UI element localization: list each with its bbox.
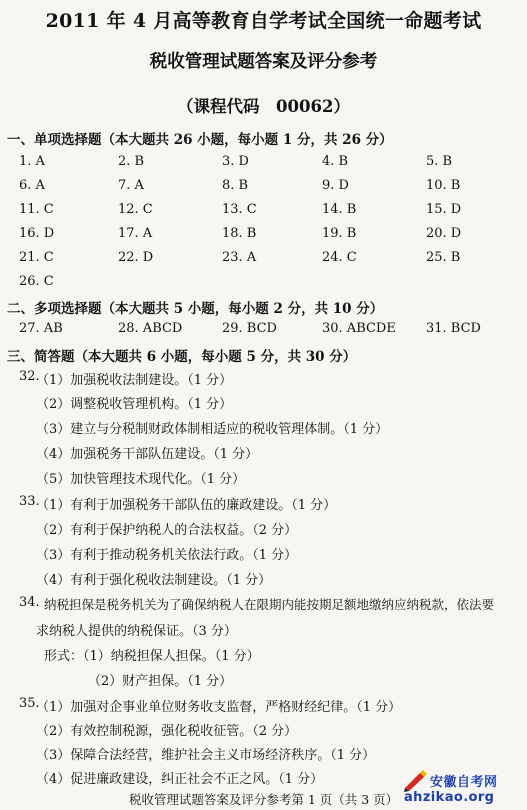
- answer-point: （2）调整税收管理机构。（1 分）: [36, 397, 233, 412]
- section-1-title: 一、单项选择题（本大题共 26 小题，每小题 1 分，共 26 分）: [7, 132, 393, 148]
- answer-text: 形式：（1）纳税担保人担保。（1 分）: [44, 649, 260, 664]
- document-title: 税收管理试题答案及评分参考: [149, 52, 378, 72]
- answer-point: （2）有利于保护纳税人的合法权益。（2 分）: [36, 523, 298, 538]
- pen-logo-icon: [402, 770, 428, 792]
- question-number: 33.: [19, 494, 40, 509]
- answer-cell: 26. C: [19, 274, 54, 289]
- question-number: 34.: [19, 595, 40, 610]
- answer-cell: 20. D: [426, 226, 462, 241]
- answer-row: [0, 202, 527, 220]
- answer-cell: 10. B: [426, 178, 461, 193]
- page-footer: 税收管理试题答案及评分参考第 1 页（共 3 页）: [128, 792, 399, 807]
- answer-cell: 25. B: [426, 250, 461, 265]
- answer-point: （2）有效控制税源，强化税收征管。（2 分）: [36, 724, 298, 739]
- answer-row: [0, 274, 527, 292]
- answer-point: （5）加快管理技术现代化。（1 分）: [36, 472, 246, 487]
- watermark-logo: [400, 770, 524, 808]
- answer-cell: 9. D: [322, 178, 349, 193]
- answer-text: 纳税担保是税务机关为了确保纳税人在限期内能按期足额地缴纳应纳税款，依法要: [44, 597, 495, 612]
- answer-point: （4）有利于强化税收法制建设。（1 分）: [36, 573, 272, 588]
- answer-point: （4）促进廉政建设，纠正社会不正之风。（1 分）: [36, 772, 324, 787]
- answer-cell: 21. C: [19, 250, 54, 265]
- answer-cell: 13. C: [222, 202, 257, 217]
- answer-cell: 8. B: [222, 178, 249, 193]
- answer-point: （1）有利于加强税务干部队伍的廉政建设。（1 分）: [36, 498, 337, 513]
- answer-row: [0, 154, 527, 172]
- answer-text: 求纳税人提供的纳税保证。（3 分）: [36, 624, 237, 639]
- exam-header-title: 2011 年 4 月高等教育自学考试全国统一命题考试: [45, 10, 482, 32]
- answer-cell: 16. D: [19, 226, 55, 241]
- section-2-title: 二、多项选择题（本大题共 5 小题，每小题 2 分，共 10 分）: [7, 301, 384, 317]
- answer-cell: 19. B: [322, 226, 357, 241]
- answer-cell: 11. C: [19, 202, 54, 217]
- answer-cell: 30. ABCDE: [322, 321, 396, 336]
- answer-cell: 29. BCD: [222, 321, 277, 336]
- answer-cell: 28. ABCD: [118, 321, 183, 336]
- answer-cell: 3. D: [222, 154, 249, 169]
- question-number: 32.: [19, 369, 40, 384]
- answer-point: （4）加强税务干部队伍建设。（1 分）: [36, 447, 259, 462]
- answer-point: （1）加强税收法制建设。（1 分）: [36, 373, 233, 388]
- answer-row: [0, 226, 527, 244]
- answer-cell: 6. A: [19, 178, 45, 193]
- watermark-cn: 安徽自考网: [430, 775, 498, 790]
- answer-cell: 2. B: [118, 154, 145, 169]
- answer-point: （3）保障合法经营，维护社会主义市场经济秩序。（1 分）: [36, 748, 376, 763]
- answer-cell: 27. AB: [19, 321, 63, 336]
- watermark-en: ahzikao.org: [404, 790, 495, 805]
- answer-row: [0, 321, 527, 339]
- answer-cell: 31. BCD: [426, 321, 481, 336]
- answer-cell: 17. A: [118, 226, 153, 241]
- answer-cell: 14. B: [322, 202, 357, 217]
- answer-cell: 4. B: [322, 154, 349, 169]
- answer-cell: 23. A: [222, 250, 257, 265]
- answer-cell: 7. A: [118, 178, 144, 193]
- answer-cell: 18. B: [222, 226, 257, 241]
- answer-cell: 5. B: [426, 154, 453, 169]
- answer-point: （1）加强对企事业单位财务收支监督，严格财经纪律。（1 分）: [36, 700, 402, 715]
- answer-cell: 12. C: [118, 202, 153, 217]
- answer-cell: 22. D: [118, 250, 154, 265]
- answer-cell: 15. D: [426, 202, 462, 217]
- answer-text: （2）财产担保。（1 分）: [88, 674, 233, 689]
- answer-point: （3）建立与分税制财政体制相适应的税收管理体制。（1 分）: [36, 422, 389, 437]
- answer-point: （3）有利于推动税务机关依法行政。（1 分）: [36, 548, 298, 563]
- course-code: （课程代码 00062）: [177, 97, 350, 116]
- answer-cell: 24. C: [322, 250, 357, 265]
- answer-row: [0, 250, 527, 268]
- answer-row: [0, 178, 527, 196]
- section-3-title: 三、简答题（本大题共 6 小题，每小题 5 分，共 30 分）: [7, 349, 357, 365]
- question-number: 35.: [19, 696, 40, 711]
- answer-cell: 1. A: [19, 154, 45, 169]
